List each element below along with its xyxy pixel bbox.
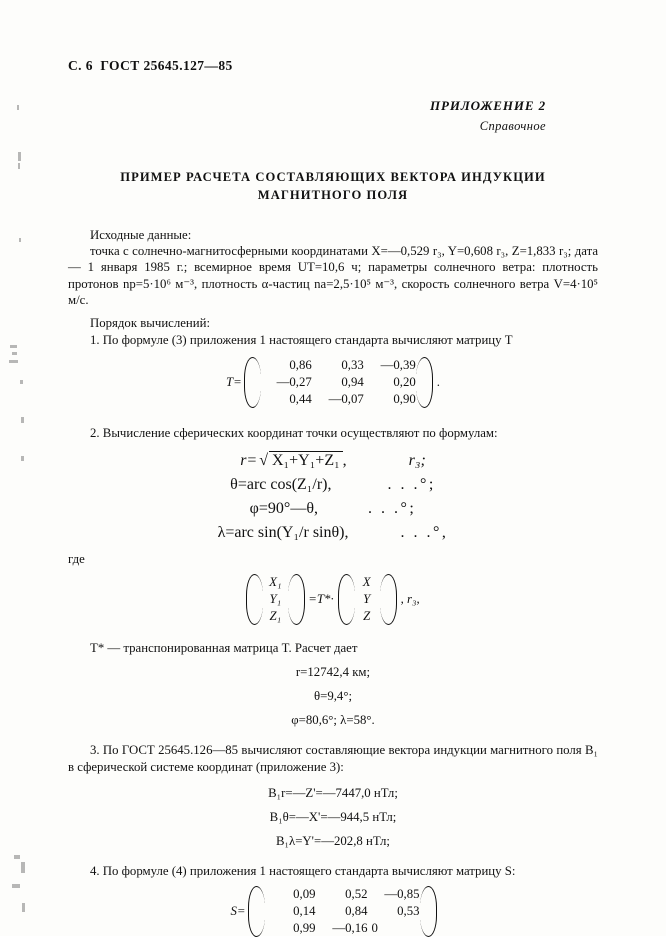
formula-theta <box>68 476 598 494</box>
paren-left-icon <box>248 885 259 938</box>
paren-left-icon <box>246 573 257 626</box>
vector-cell: X₁ <box>269 575 282 590</box>
paren-right-icon <box>385 573 396 626</box>
formula-theta-unit: . . .°; <box>387 476 436 494</box>
matrix-cell: 0,53 <box>397 904 420 919</box>
matrix-cell: —0,16 <box>332 921 368 936</box>
vector-cell: Y₁ <box>269 592 282 607</box>
matrix-cell: 0,86 <box>289 358 312 373</box>
scan-speck <box>12 352 17 355</box>
matrix-S-grid <box>259 885 425 938</box>
appendix-title: ПРИЛОЖЕНИЕ 2 <box>429 98 546 113</box>
scan-speck <box>21 456 24 461</box>
scan-speck <box>10 345 17 348</box>
b-component-r: B₁r=—Z'=—7447,0 нТл; <box>268 785 398 800</box>
procedure-step-3: 3. По ГОСТ 25645.126—85 вычисляют составляющие вектора индукции магнитного поля B₁ в сферической системе координат (приложение 3): <box>68 743 598 774</box>
paren-right-icon <box>425 885 436 938</box>
transform-operator: =T*· <box>308 592 334 606</box>
page-title-line-1: ПРИМЕР РАСЧЕТА СОСТАВЛЯЮЩИХ ВЕКТОРА ИНДУКЦИИ <box>120 170 546 184</box>
page-title <box>68 168 598 205</box>
matrix-cell: 0,14 <box>293 904 316 919</box>
matrix-cell: 0,99 <box>293 921 316 936</box>
matrix-T-grid <box>255 356 421 409</box>
page-content <box>68 58 598 938</box>
formula-lambda-lhs: λ=arc sin(Y₁/r sinθ), <box>217 524 349 542</box>
matrix-cell: —0,39 <box>380 358 416 373</box>
vector-cell: Z₁ <box>269 608 282 623</box>
procedure-step-4: 4. По формуле (4) приложения 1 настоящего стандарта вычисляют матрицу S: <box>90 863 516 878</box>
formula-r-unit: r₃; <box>408 451 426 469</box>
transform-tail: , r₃, <box>400 592 420 606</box>
scan-speck <box>12 884 20 888</box>
matrix-cell: 0 <box>371 921 378 936</box>
formula-r-tail: , <box>342 451 347 469</box>
paren-left-icon <box>338 573 349 626</box>
matrix-cell: —0,27 <box>276 375 312 390</box>
procedure-label: Порядок вычислений: <box>90 316 211 331</box>
matrix-cell: 0,90 <box>393 391 416 406</box>
matrix-cell: 0,84 <box>345 904 368 919</box>
appendix-block <box>68 98 598 134</box>
vector-cell: Z <box>363 608 371 623</box>
formula-r-radicand: X₁+Y₁+Z₁ <box>269 451 343 470</box>
transpose-note: T* — транспонированная матрица T. Расчет дает <box>90 640 358 655</box>
matrix-S-equation <box>68 885 598 938</box>
formula-theta-lhs: θ=arc cos(Z₁/r), <box>230 476 332 494</box>
matrix-S-label: S= <box>230 904 246 919</box>
vector-transform-equation <box>68 573 598 626</box>
b-component-theta: B₁θ=—X'=—944,5 нТл; <box>269 809 397 824</box>
scan-speck <box>17 105 19 110</box>
paren-right-icon <box>293 573 304 626</box>
matrix-cell: 0,20 <box>393 375 416 390</box>
matrix-cell: 0,52 <box>345 887 368 902</box>
matrix-cell: —0,85 <box>384 887 420 902</box>
matrix-cell: 0,94 <box>341 375 364 390</box>
matrix-T-trailing: . <box>436 374 440 389</box>
formula-lambda-unit: . . .°, <box>400 524 449 542</box>
scan-speck <box>18 152 21 161</box>
b-component-lambda: B₁λ=Y'=—202,8 нТл; <box>276 833 390 848</box>
initial-data-text: точка с солнечно-магнитосферными координатами X=—0,529 r₃, Y=0,608 r₃, Z=1,833 r₃; дата — 1 января 1985 г.; всемирное время UT=10,6 ч; параметры солнечного ветра: плотность протонов nр=5·10⁶ м⁻³, плотность α-частиц nа=2,5·10⁵ м⁻³, скорость солнечного ветра V=4·10⁵ м/с. <box>68 243 598 307</box>
matrix-T-equation <box>68 356 598 409</box>
result-theta: θ=9,4°; <box>313 689 353 704</box>
formula-phi-lhs: φ=90°—θ, <box>249 500 318 518</box>
result-r: r=12742,4 км; <box>295 665 371 680</box>
sqrt-icon: √ X₁+Y₁+Z₁ <box>257 451 342 470</box>
formula-phi <box>68 500 598 518</box>
scan-speck <box>19 238 21 242</box>
scan-speck <box>21 417 24 423</box>
scan-speck <box>14 855 20 859</box>
page-header: С. 6 ГОСТ 25645.127—85 <box>68 58 233 73</box>
result-phi-lambda: φ=80,6°; λ=58°. <box>291 713 375 728</box>
appendix-subtitle: Справочное <box>479 119 546 133</box>
paren-left-icon <box>244 356 255 409</box>
initial-data-label: Исходные данные: <box>90 227 192 242</box>
matrix-T-label: T= <box>226 374 242 389</box>
matrix-cell: 0,09 <box>293 887 316 902</box>
matrix-cell: 0,33 <box>341 358 364 373</box>
scan-speck <box>22 903 25 912</box>
scan-speck <box>21 862 25 873</box>
vector-cell: X <box>362 575 371 590</box>
scan-speck <box>9 360 18 363</box>
procedure-step-1: 1. По формуле (3) приложения 1 настоящего стандарта вычисляют матрицу T <box>90 332 513 347</box>
vector-cell: Y <box>363 592 371 607</box>
where-word: где <box>68 552 85 567</box>
formula-phi-unit: . . .°; <box>367 500 417 518</box>
paren-right-icon <box>421 356 432 409</box>
matrix-cell: —0,07 <box>328 391 364 406</box>
spherical-formula-list <box>68 451 598 542</box>
page-title-line-2: МАГНИТНОГО ПОЛЯ <box>257 188 409 203</box>
scan-speck <box>18 163 20 169</box>
procedure-step-2: 2. Вычисление сферических координат точки осуществляют по формулам: <box>90 425 498 440</box>
scan-speck <box>20 380 23 384</box>
formula-lambda <box>68 524 598 542</box>
matrix-cell: 0,44 <box>289 391 312 406</box>
formula-r-lhs: r= <box>240 451 258 469</box>
formula-r <box>68 451 598 470</box>
